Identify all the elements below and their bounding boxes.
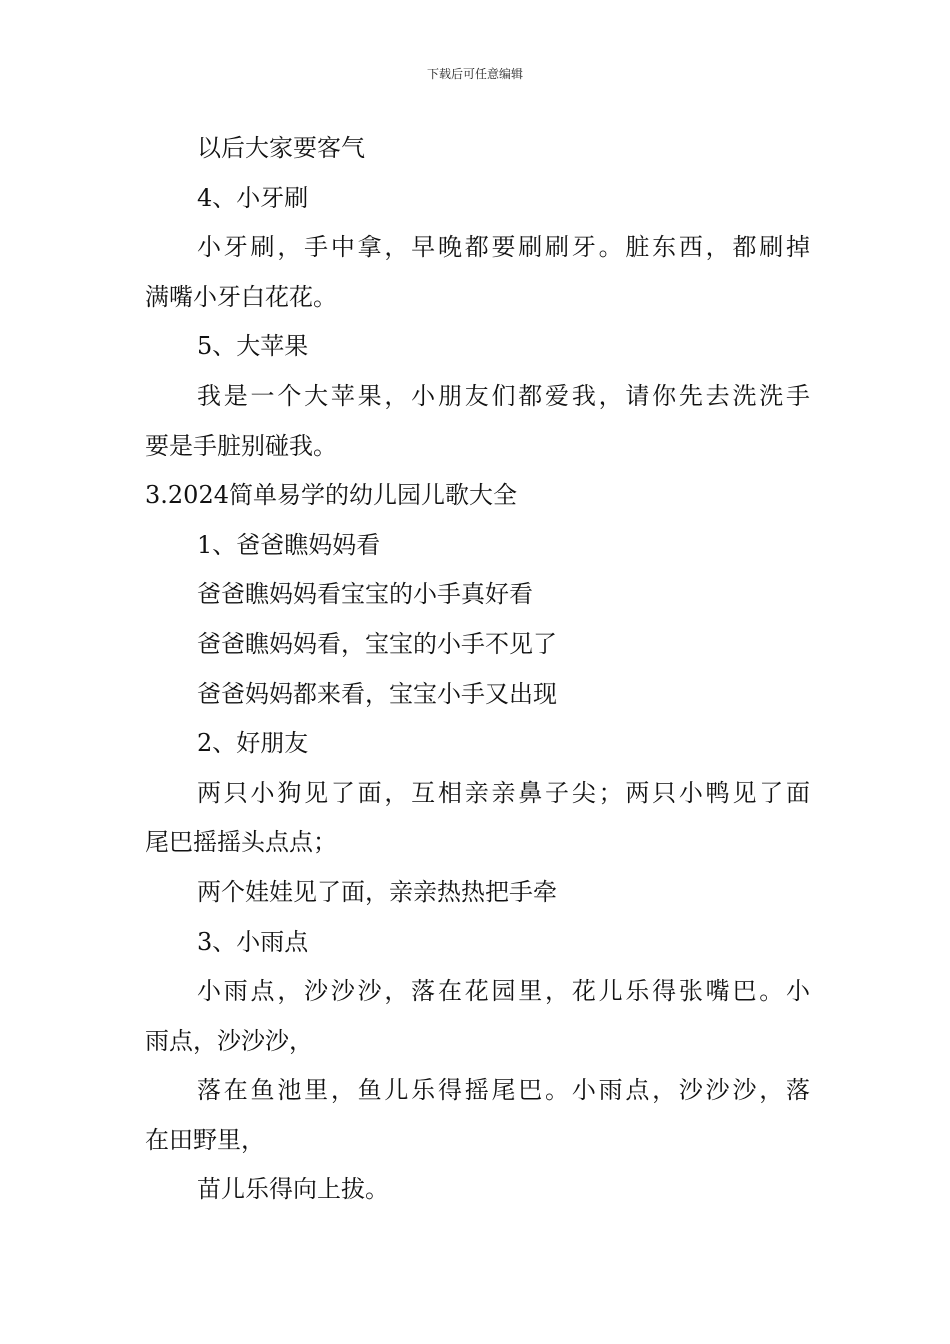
text-line: 落在鱼池里，鱼儿乐得摇尾巴。小雨点，沙沙沙，落 [197,1076,810,1105]
text-line: 我是一个大苹果，小朋友们都爱我，请你先去洗洗手 [197,381,810,410]
page-header: 下载后可任意编辑 [426,67,523,81]
text-line: 小牙刷，手中拿，早晚都要刷刷牙。脏东西，都刷掉 [197,233,810,262]
section-heading: 1、爸爸瞧妈妈看 [197,530,381,559]
chapter-heading: 3.2024简单易学的幼儿园儿歌大全 [145,481,517,510]
text-line: 两只小狗见了面，互相亲亲鼻子尖；两只小鸭见了面 [197,778,810,807]
section-heading: 2、好朋友 [197,729,309,758]
section-heading: 4、小牙刷 [197,183,309,212]
document-body [145,124,810,1215]
text-line: 满嘴小牙白花花。 [145,282,337,311]
text-line: 在田野里， [145,1125,265,1154]
text-line: 以后大家要客气 [197,134,365,162]
text-line: 爸爸瞧妈妈看，宝宝的小手不见了 [197,629,557,658]
text-line: 雨点，沙沙沙， [145,1026,313,1055]
section-heading: 5、大苹果 [197,332,309,361]
text-line: 苗儿乐得向上拔。 [197,1175,389,1204]
text-line: 小雨点，沙沙沙，落在花园里，花儿乐得张嘴巴。小 [197,977,810,1006]
text-line: 两个娃娃见了面，亲亲热热把手牵 [197,877,557,906]
text-line: 爸爸妈妈都来看，宝宝小手又出现 [197,679,557,708]
text-line: 要是手脏别碰我。 [145,431,337,460]
text-line: 爸爸瞧妈妈看宝宝的小手真好看 [197,580,533,609]
text-line: 尾巴摇摇头点点； [145,828,337,857]
section-heading: 3、小雨点 [197,927,309,956]
